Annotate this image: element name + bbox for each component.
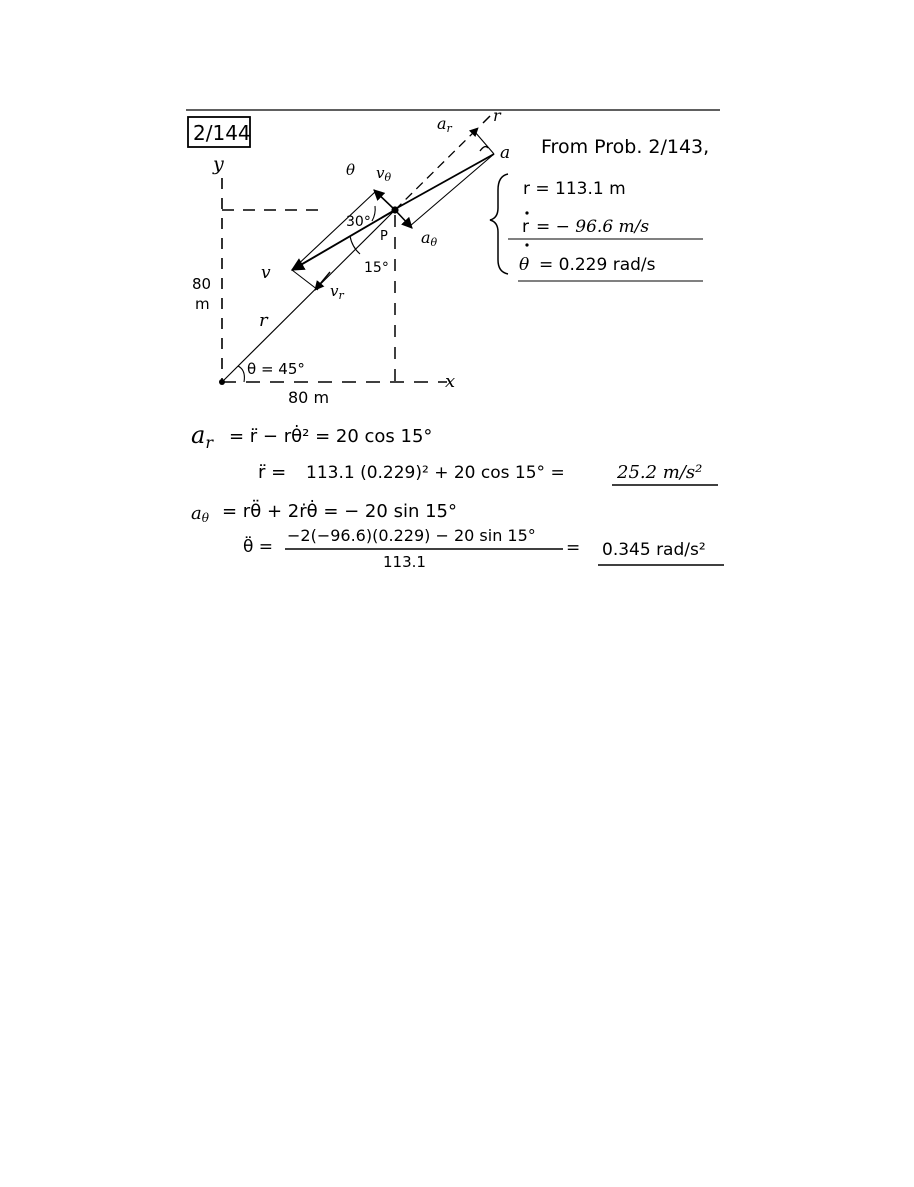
height-unit-label: m bbox=[195, 295, 210, 313]
vtheta-vector bbox=[374, 190, 395, 210]
eq4-equals: = bbox=[566, 538, 581, 558]
given-rdot-symbol: r bbox=[522, 217, 529, 237]
eq4-answer: 0.345 rad/s² bbox=[602, 540, 706, 560]
vr-label: $v_r$ bbox=[330, 282, 344, 302]
given-r: r = 113.1 m bbox=[523, 179, 626, 199]
given-brace bbox=[490, 174, 508, 274]
r-direction-label: r bbox=[493, 106, 501, 125]
point-p-label: P bbox=[380, 229, 388, 244]
v-label: v bbox=[261, 263, 271, 283]
angle-15-label: 15° bbox=[364, 260, 389, 276]
a-label: a bbox=[500, 143, 511, 163]
acceleration-vector bbox=[397, 154, 494, 208]
accel-angle-arc bbox=[480, 147, 488, 151]
eq3-rhs: = rθ̈ + 2ṙθ̇ = − 20 sin 15° bbox=[222, 501, 457, 522]
r-line-label: r bbox=[259, 310, 268, 331]
theta-direction-label: θ bbox=[346, 161, 356, 179]
vr-side-line bbox=[292, 270, 318, 290]
given-rdot-value: = − 96.6 m/s bbox=[536, 217, 650, 237]
given-thetadot-value: = 0.229 rad/s bbox=[539, 255, 656, 275]
diagram bbox=[192, 106, 510, 407]
radial-line bbox=[222, 210, 395, 382]
x-axis-label: x bbox=[445, 371, 456, 392]
atheta-label: aθ bbox=[421, 228, 438, 249]
given-header: From Prob. 2/143, bbox=[541, 136, 710, 158]
vtheta-side-line bbox=[292, 192, 375, 270]
angle-15-arc bbox=[350, 236, 360, 254]
ar-label: ar bbox=[437, 114, 452, 135]
theta-angle-label: θ = 45° bbox=[247, 360, 305, 378]
thetadot-dot bbox=[525, 243, 528, 246]
angle-30-label: 30° bbox=[346, 214, 371, 230]
given-values bbox=[490, 136, 709, 281]
eq4-denominator: 113.1 bbox=[383, 553, 426, 571]
point-p bbox=[391, 206, 398, 213]
y-axis-label: y bbox=[213, 153, 224, 175]
rdot-dot bbox=[525, 211, 528, 214]
eq2-answer: 25.2 m/s² bbox=[617, 462, 703, 483]
eq4-lhs: θ̈ = bbox=[243, 537, 274, 557]
atheta-vector bbox=[395, 210, 412, 228]
eq1-lhs: $a_r$ bbox=[191, 421, 213, 452]
problem-number: 2/144 bbox=[193, 121, 251, 145]
eq2-lhs: r̈ = bbox=[258, 462, 287, 483]
angle-30-arc bbox=[372, 206, 375, 221]
r-direction-dash bbox=[483, 116, 490, 123]
height-value-label: 80 bbox=[192, 275, 212, 293]
eq4-numerator: −2(−96.6)(0.229) − 20 sin 15° bbox=[287, 526, 536, 545]
width-label: 80 m bbox=[288, 388, 330, 407]
problem-number-box bbox=[188, 117, 251, 147]
given-thetadot-symbol: θ bbox=[519, 255, 530, 275]
ar-component-line bbox=[475, 132, 494, 154]
eq2-rhs: 113.1 (0.229)² + 20 cos 15° = bbox=[306, 463, 565, 483]
atheta-side-line bbox=[410, 154, 494, 226]
equations bbox=[191, 421, 724, 571]
theta-45-arc bbox=[238, 366, 244, 382]
vtheta-label: $v_\theta$ bbox=[376, 164, 392, 184]
eq1-rhs: = r̈ − rθ̇² = 20 cos 15° bbox=[229, 426, 433, 447]
eq3-lhs: aθ bbox=[191, 503, 209, 525]
vr-vector bbox=[315, 272, 330, 290]
